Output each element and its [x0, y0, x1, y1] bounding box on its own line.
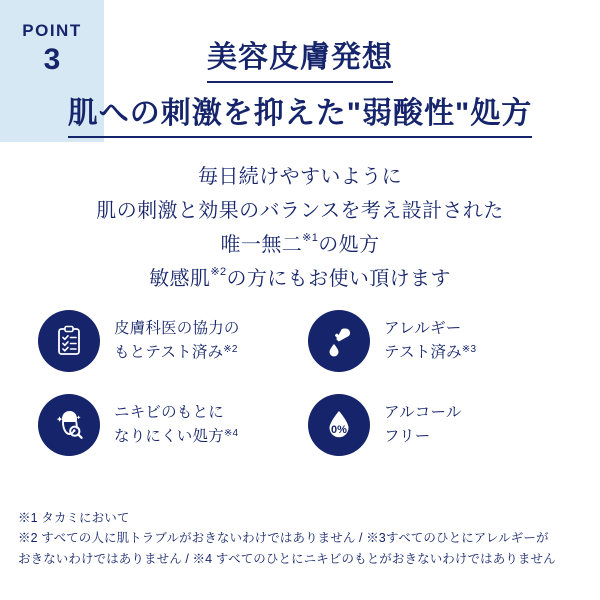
feature-text-line-1: アレルギー	[384, 319, 462, 337]
feature-list	[38, 310, 568, 456]
feature-text-line-2	[384, 425, 462, 449]
feature-text-line-2	[384, 341, 476, 365]
feature-text-line-1: アルコール	[384, 403, 462, 421]
lead-line-1: 毎日続けやすいように	[198, 166, 402, 188]
footnote-line-3: おきないわけではありません / ※4 すべてのひとにニキビのもとがおきないわけではありません	[18, 551, 556, 566]
feature-text	[384, 317, 476, 365]
headline-line-2: 肌への刺激を抑えた"弱酸性"処方	[68, 92, 532, 139]
clipboard-checklist-icon	[38, 310, 100, 372]
feature-text	[114, 317, 240, 365]
feature-text	[384, 401, 462, 449]
point-badge-word: POINT	[22, 21, 82, 40]
headline-line-1: 美容皮膚発想	[207, 36, 393, 83]
feature-text	[114, 401, 238, 449]
feature-note: ※4	[223, 428, 239, 439]
lead-line-2: 肌の刺激と効果のバランスを考え設計された	[96, 200, 504, 222]
feature-item	[308, 394, 568, 456]
face-magnifier-icon	[38, 394, 100, 456]
feature-text-line-1: 皮膚科医の協力の	[114, 319, 240, 337]
lead-line-4-note: ※2	[210, 266, 227, 278]
feature-text-line-2-main: フリー	[384, 428, 431, 445]
lead-line-4-text: 敏感肌	[149, 268, 211, 290]
feature-text-line-2	[114, 341, 240, 365]
feature-item	[38, 310, 298, 372]
lead-line-4	[0, 262, 600, 296]
feature-text-line-1: ニキビのもとに	[114, 403, 224, 421]
dropper-pipette-icon	[308, 310, 370, 372]
footnote-line-2: ※2 すべての人に肌トラブルがおきないわけではありません / ※3すべてのひとにアレルギーが	[18, 531, 549, 546]
lead-line-3-text-end: の処方	[318, 234, 380, 256]
feature-text-line-2-main: なりにくい処方	[114, 428, 224, 445]
feature-item	[308, 310, 568, 372]
water-drop-zero-percent-icon	[308, 394, 370, 456]
lead-line-3-note: ※1	[302, 232, 319, 244]
lead-line-3-text: 唯一無二	[220, 234, 303, 256]
footnote-line-1: ※1 タカミにおいて	[18, 511, 130, 525]
feature-item	[38, 394, 298, 456]
svg-text:0%: 0%	[331, 424, 347, 436]
feature-note: ※3	[461, 344, 477, 355]
point-badge	[0, 0, 104, 142]
lead-paragraph	[0, 160, 600, 296]
feature-text-line-2-main: もとテスト済み	[114, 344, 224, 361]
feature-text-line-2	[114, 425, 238, 449]
lead-line-4-text-end: の方にもお使い頂けます	[226, 268, 451, 290]
point-badge-number: 3	[43, 43, 61, 76]
lead-line-3	[0, 228, 600, 262]
feature-text-line-2-main: テスト済み	[384, 344, 462, 361]
feature-note: ※2	[223, 344, 238, 355]
footnotes	[18, 508, 586, 569]
